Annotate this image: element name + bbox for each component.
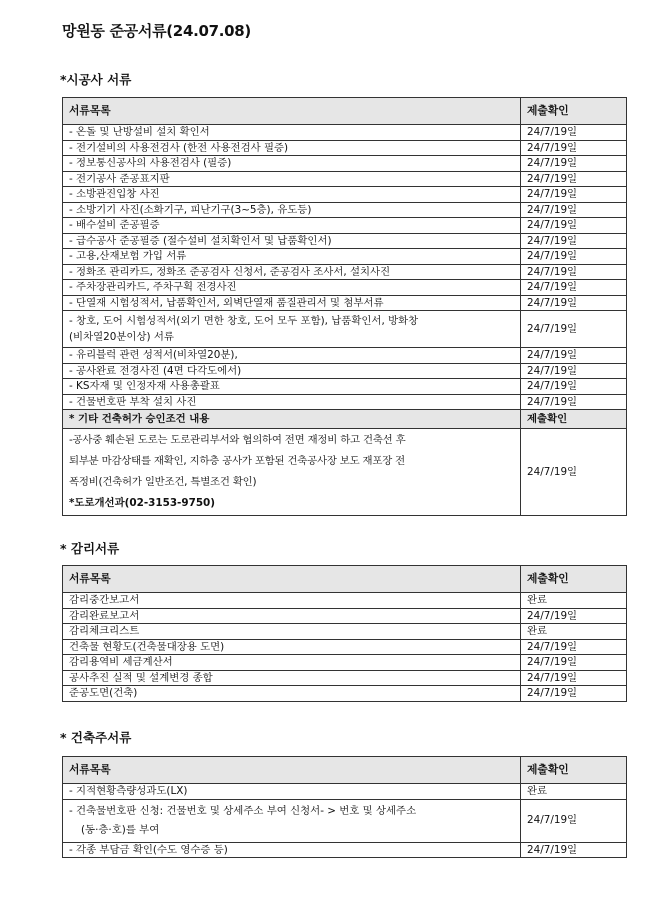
submit-status: 24/7/19일 (521, 363, 627, 379)
owner-docs-table (62, 756, 627, 858)
construction-docs-table (62, 97, 627, 516)
submit-status: 24/7/19일 (521, 379, 627, 395)
doc-item: - 정보통신공사의 사용전검사 (필증) (63, 156, 521, 172)
supervision-section-heading: * 감리서류 (60, 541, 120, 556)
submit-status: 24/7/19일 (521, 156, 627, 172)
table-row (63, 394, 627, 410)
doc-item-line: (동·층·호)를 부여 (81, 823, 160, 836)
submit-status: 24/7/19일 (521, 348, 627, 364)
doc-item: - 전기공사 준공표지판 (63, 171, 521, 187)
submit-status: 24/7/19일 (521, 799, 627, 842)
doc-item: - 고용,산재보험 가입 서류 (63, 249, 521, 265)
condition-line: -공사중 훼손된 도로는 도로관리부서와 협의하여 전면 재정비 하고 건축선 후 (69, 434, 406, 446)
other-conditions-check-header: 제출확인 (521, 410, 627, 429)
condition-line: 퇴부분 마감상태를 재확인, 지하층 공사가 포함된 건축공사장 보도 재포장 전 (69, 455, 405, 467)
submit-status: 완료 (521, 593, 627, 609)
table-row (63, 187, 627, 203)
submit-status: 24/7/19일 (521, 608, 627, 624)
supervision-docs-table (62, 565, 627, 702)
table-row (63, 655, 627, 671)
condition-text (63, 429, 521, 516)
doc-item: - 공사완료 전경사진 (4면 다각도에서) (63, 363, 521, 379)
submit-status: 24/7/19일 (521, 264, 627, 280)
submit-status: 24/7/19일 (521, 140, 627, 156)
doc-item: 건축물 현황도(건축물대장용 도면) (63, 639, 521, 655)
col-header-check: 제출확인 (521, 757, 627, 784)
table-row (63, 156, 627, 172)
other-conditions-heading: * 기타 건축허가 승인조건 내용 (63, 410, 521, 429)
table-row (63, 249, 627, 265)
submit-status: 완료 (521, 784, 627, 800)
table-row (63, 202, 627, 218)
doc-item-line: - 건축물번호판 신청: 건물번호 및 상세주소 부여 신청서- > 번호 및 상세주소 (69, 804, 417, 817)
table-row (63, 379, 627, 395)
submit-status: 24/7/19일 (521, 233, 627, 249)
submit-status: 완료 (521, 624, 627, 640)
doc-item: 감리완료보고서 (63, 608, 521, 624)
doc-item: - 건물번호판 부착 설치 사진 (63, 394, 521, 410)
table-row (63, 593, 627, 609)
table-row (63, 125, 627, 141)
doc-item: - 전기설비의 사용전검사 (한전 사용전검사 필증) (63, 140, 521, 156)
construction-section-heading: *시공사 서류 (60, 72, 132, 87)
submit-status: 24/7/19일 (521, 842, 627, 858)
table-row (63, 348, 627, 364)
doc-item: - 온돌 및 난방설비 설치 확인서 (63, 125, 521, 141)
doc-item: - 정화조 관리카드, 정화조 준공검사 신청서, 준공검사 조사서, 설치사진 (63, 264, 521, 280)
table-row (63, 670, 627, 686)
col-header-check: 제출확인 (521, 566, 627, 593)
doc-item: - 소방기기 사진(소화기구, 피난기구(3~5층), 유도등) (63, 202, 521, 218)
table-row (63, 784, 627, 800)
submit-status: 24/7/19일 (521, 311, 627, 348)
doc-item: 감리중간보고서 (63, 593, 521, 609)
col-header-items: 서류목록 (63, 757, 521, 784)
doc-item: - 급수공사 준공필증 (절수설비 설치확인서 및 납품확인서) (63, 233, 521, 249)
table-header-row (63, 757, 627, 784)
col-header-items: 서류목록 (63, 566, 521, 593)
submit-status: 24/7/19일 (521, 280, 627, 296)
table-row (63, 280, 627, 296)
doc-item: - 소방관진입창 사진 (63, 187, 521, 203)
condition-line: 폭정비(건축허가 일반조건, 특별조건 확인) (69, 476, 257, 488)
submit-status: 24/7/19일 (521, 655, 627, 671)
table-row (63, 295, 627, 311)
table-header-row (63, 98, 627, 125)
doc-item: 감리용역비 세금계산서 (63, 655, 521, 671)
other-conditions-header-row (63, 410, 627, 429)
doc-item-line: - 창호, 도어 시험성적서(외기 면한 창호, 도어 모두 포함), 납품확인서, 방화창 (69, 315, 419, 327)
table-row (63, 140, 627, 156)
doc-item: - 단열재 시험성적서, 납품확인서, 외벽단열재 품질관리서 및 첨부서류 (63, 295, 521, 311)
submit-status: 24/7/19일 (521, 686, 627, 702)
doc-item (63, 799, 521, 842)
table-row (63, 233, 627, 249)
doc-item: - 각종 부담금 확인(수도 영수증 등) (63, 842, 521, 858)
doc-item: 감리체크리스트 (63, 624, 521, 640)
doc-item: - 유리블럭 관련 성적서(비차열20분), (63, 348, 521, 364)
table-row (63, 639, 627, 655)
table-row (63, 608, 627, 624)
table-row (63, 311, 627, 348)
submit-status: 24/7/19일 (521, 218, 627, 234)
page-title: 망원동 준공서류(24.07.08) (62, 22, 251, 40)
submit-status: 24/7/19일 (521, 429, 627, 516)
submit-status: 24/7/19일 (521, 394, 627, 410)
submit-status: 24/7/19일 (521, 670, 627, 686)
table-row (63, 799, 627, 842)
table-row (63, 218, 627, 234)
doc-item: 공사추진 실적 및 설계변경 종합 (63, 670, 521, 686)
col-header-items: 서류목록 (63, 98, 521, 125)
doc-item: - KS자재 및 인정자재 사용총괄표 (63, 379, 521, 395)
submit-status: 24/7/19일 (521, 171, 627, 187)
table-row (63, 686, 627, 702)
doc-item: - 지적현황측량성과도(LX) (63, 784, 521, 800)
submit-status: 24/7/19일 (521, 639, 627, 655)
submit-status: 24/7/19일 (521, 202, 627, 218)
doc-item (63, 311, 521, 348)
submit-status: 24/7/19일 (521, 187, 627, 203)
table-row (63, 363, 627, 379)
table-header-row (63, 566, 627, 593)
doc-item: - 배수설비 준공필증 (63, 218, 521, 234)
table-row (63, 429, 627, 516)
owner-section-heading: * 건축주서류 (60, 730, 132, 745)
table-row (63, 264, 627, 280)
road-department-contact: *도로개선과(02-3153-9750) (69, 497, 216, 509)
doc-item-line: (비차열20분이상) 서류 (69, 331, 174, 343)
table-row (63, 624, 627, 640)
table-row (63, 171, 627, 187)
doc-item: 준공도면(건축) (63, 686, 521, 702)
table-row (63, 842, 627, 858)
col-header-check: 제출확인 (521, 98, 627, 125)
submit-status: 24/7/19일 (521, 249, 627, 265)
submit-status: 24/7/19일 (521, 295, 627, 311)
doc-item: - 주차장관리카드, 주차구획 전경사진 (63, 280, 521, 296)
submit-status: 24/7/19일 (521, 125, 627, 141)
